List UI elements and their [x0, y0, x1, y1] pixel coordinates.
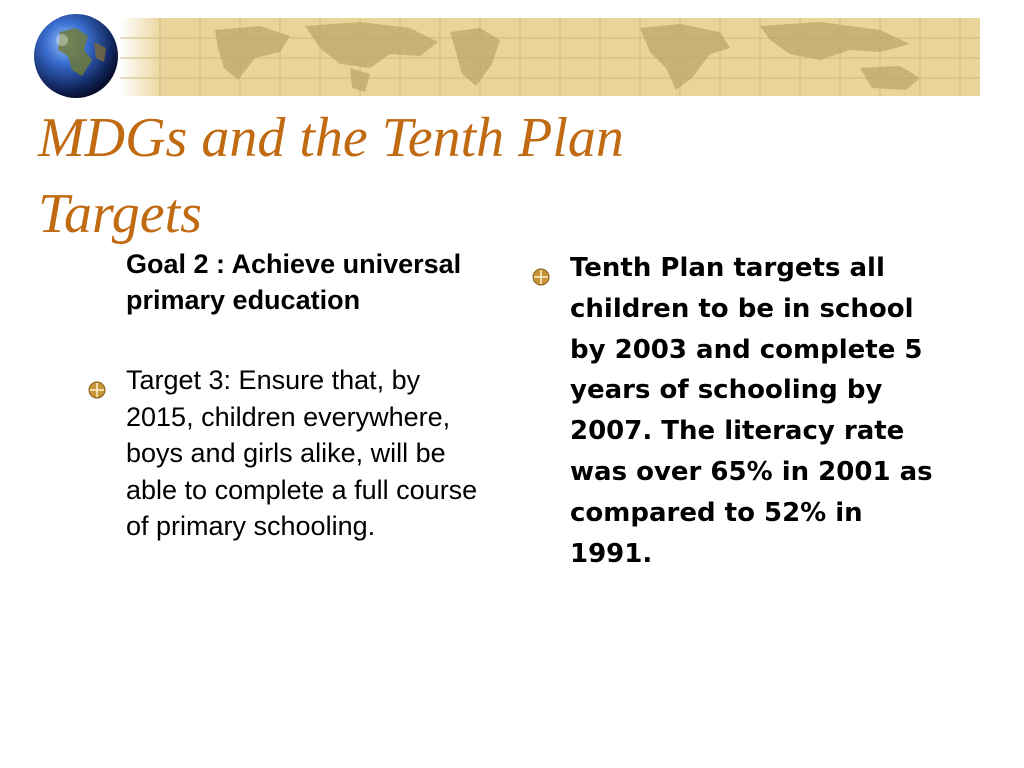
target-text: Target 3: Ensure that, by 2015, children everywhere, boys and girls alike, will be able to complete a full course of primary schooling.	[126, 365, 478, 541]
goal-heading: Goal 2 : Achieve universal primary education	[126, 249, 462, 315]
globe-icon	[32, 12, 120, 100]
world-map-banner	[120, 18, 980, 96]
left-column	[88, 246, 478, 545]
slide-title: MDGs and the Tenth Plan Targets	[38, 107, 624, 245]
right-column	[532, 248, 952, 574]
bullet-item-target	[88, 362, 478, 545]
tenth-plan-text: Tenth Plan targets all children to be in school by 2003 and complete 5 years of schooling by 2007. The literacy rate was over 65% in 2001 as compared to 52% in 1991.	[570, 253, 933, 569]
bullet-item-tenth-plan	[532, 248, 952, 574]
target-bullet-icon	[532, 258, 550, 276]
target-bullet-icon	[88, 372, 106, 390]
